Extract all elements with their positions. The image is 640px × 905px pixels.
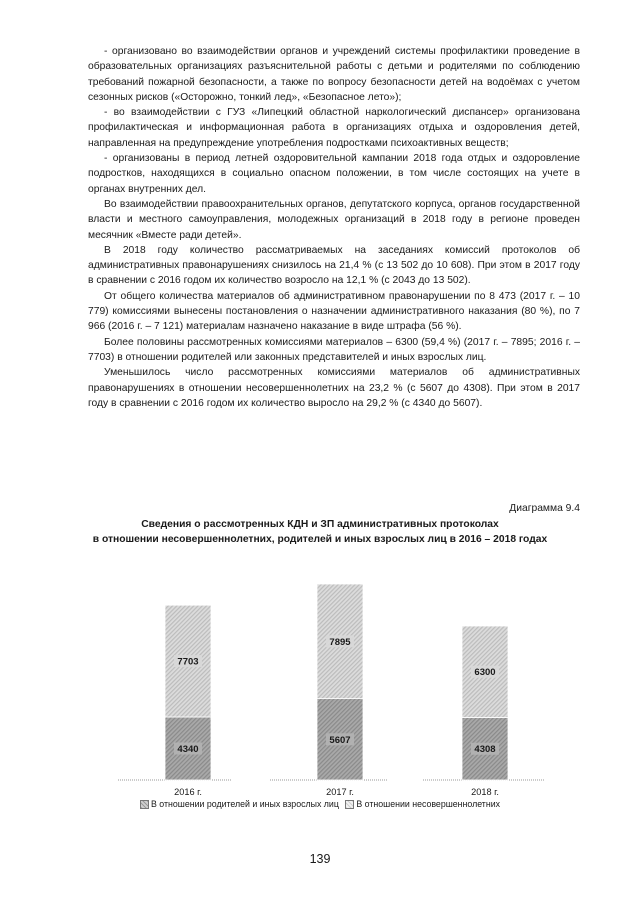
paragraph: - во взаимодействии с ГУЗ «Липецкий областной наркологический диспансер» организована профилактическая и информационная работа в организациях отдыха и оздоровления детей, направленная на предупреждение употребления подростками психоактивных веществ; xyxy=(88,107,580,149)
legend-item-parents xyxy=(140,799,339,809)
data-label: 6300 xyxy=(474,667,496,679)
data-label: 5607 xyxy=(329,734,351,746)
legend-label: В отношении несовершеннолетних xyxy=(356,799,501,809)
category-tick-label: 2018 г. xyxy=(471,787,499,797)
diagram-label: Диаграмма 9.4 xyxy=(509,503,580,514)
chart-bars-group xyxy=(165,584,508,780)
paragraph: Во взаимодействии правоохранительных органов, депутатского корпуса, органов государственной власти и местного самоуправления, молодежных организаций в 2018 году в регионе проведен месячник «Вместе ради детей». xyxy=(88,198,580,241)
legend-swatch-icon xyxy=(140,800,149,809)
paragraph: В 2018 году количество рассматриваемых на заседаниях комиссий протоколов об административных правонарушениях снизилось на 21,4 % (с 13 502 до 10 608). При этом в 2017 году в сравнении с 2016 годом их количество возросло на 12,1 % (с 2043 до 13 502). xyxy=(88,244,580,287)
paragraph: - организовано во взаимодействии органов и учреждений системы профилактики проведение в образовательных организациях разъяснительной работы с детьми и родителями по соблюдению требований пожарной безопасности, а также по вопросу безопасности детей на водоёмах с учетом сезонных рисков («Осторожно, тонкий лед», «Безопасное лето»); xyxy=(88,46,580,103)
category-tick-label: 2017 г. xyxy=(326,787,354,797)
body-text xyxy=(88,44,580,411)
paragraph: Более половины рассмотренных комиссиями материалов – 6300 (59,4 %) (2017 г. – 7895; 2016 г. – 7703) в отношении родителей или законных представителей и иных взрослых лиц. xyxy=(88,336,580,363)
paragraph: От общего количества материалов об административном правонарушении по 8 473 (2017 г. – 10 779) комиссиями вынесены постановления о назначении административного наказания (80 %), по 7 966 (2016 г. – 7 121) материалам назначено наказание в виде штрафа (56 %). xyxy=(88,290,580,333)
category-tick-label: 2016 г. xyxy=(174,787,202,797)
data-label: 4308 xyxy=(474,744,496,756)
page-number: 139 xyxy=(309,852,331,866)
legend-label: В отношении родителей и иных взрослых лиц xyxy=(150,799,339,809)
chart-title-line: Сведения о рассмотренных КДН и ЗП административных протоколах xyxy=(141,519,499,530)
data-label: 7895 xyxy=(329,636,351,648)
chart-legend xyxy=(0,799,640,811)
legend-swatch-icon xyxy=(345,800,354,809)
data-label: 4340 xyxy=(177,743,199,755)
legend-item-minors xyxy=(345,799,500,809)
paragraph: - организованы в период летней оздоровительной кампании 2018 года отдых и оздоровление подростков, находящихся в социально опасном положении, в том числе состоящих на учете в органах внутренних дел. xyxy=(88,153,580,195)
data-label: 7703 xyxy=(177,656,199,668)
chart-title-line: в отношении несовершеннолетних, родителей и иных взрослых лиц в 2016 – 2018 годах xyxy=(92,533,548,545)
stacked-bar-chart xyxy=(0,540,640,802)
paragraph: Уменьшилось число рассмотренных комиссиями материалов об административных правонарушениях в отношении несовершеннолетних на 23,2 % (с 5607 до 4308). При этом в 2017 году в сравнении с 2016 годом их количество выросло на 29,2 % (с 4340 до 5607). xyxy=(88,367,580,409)
